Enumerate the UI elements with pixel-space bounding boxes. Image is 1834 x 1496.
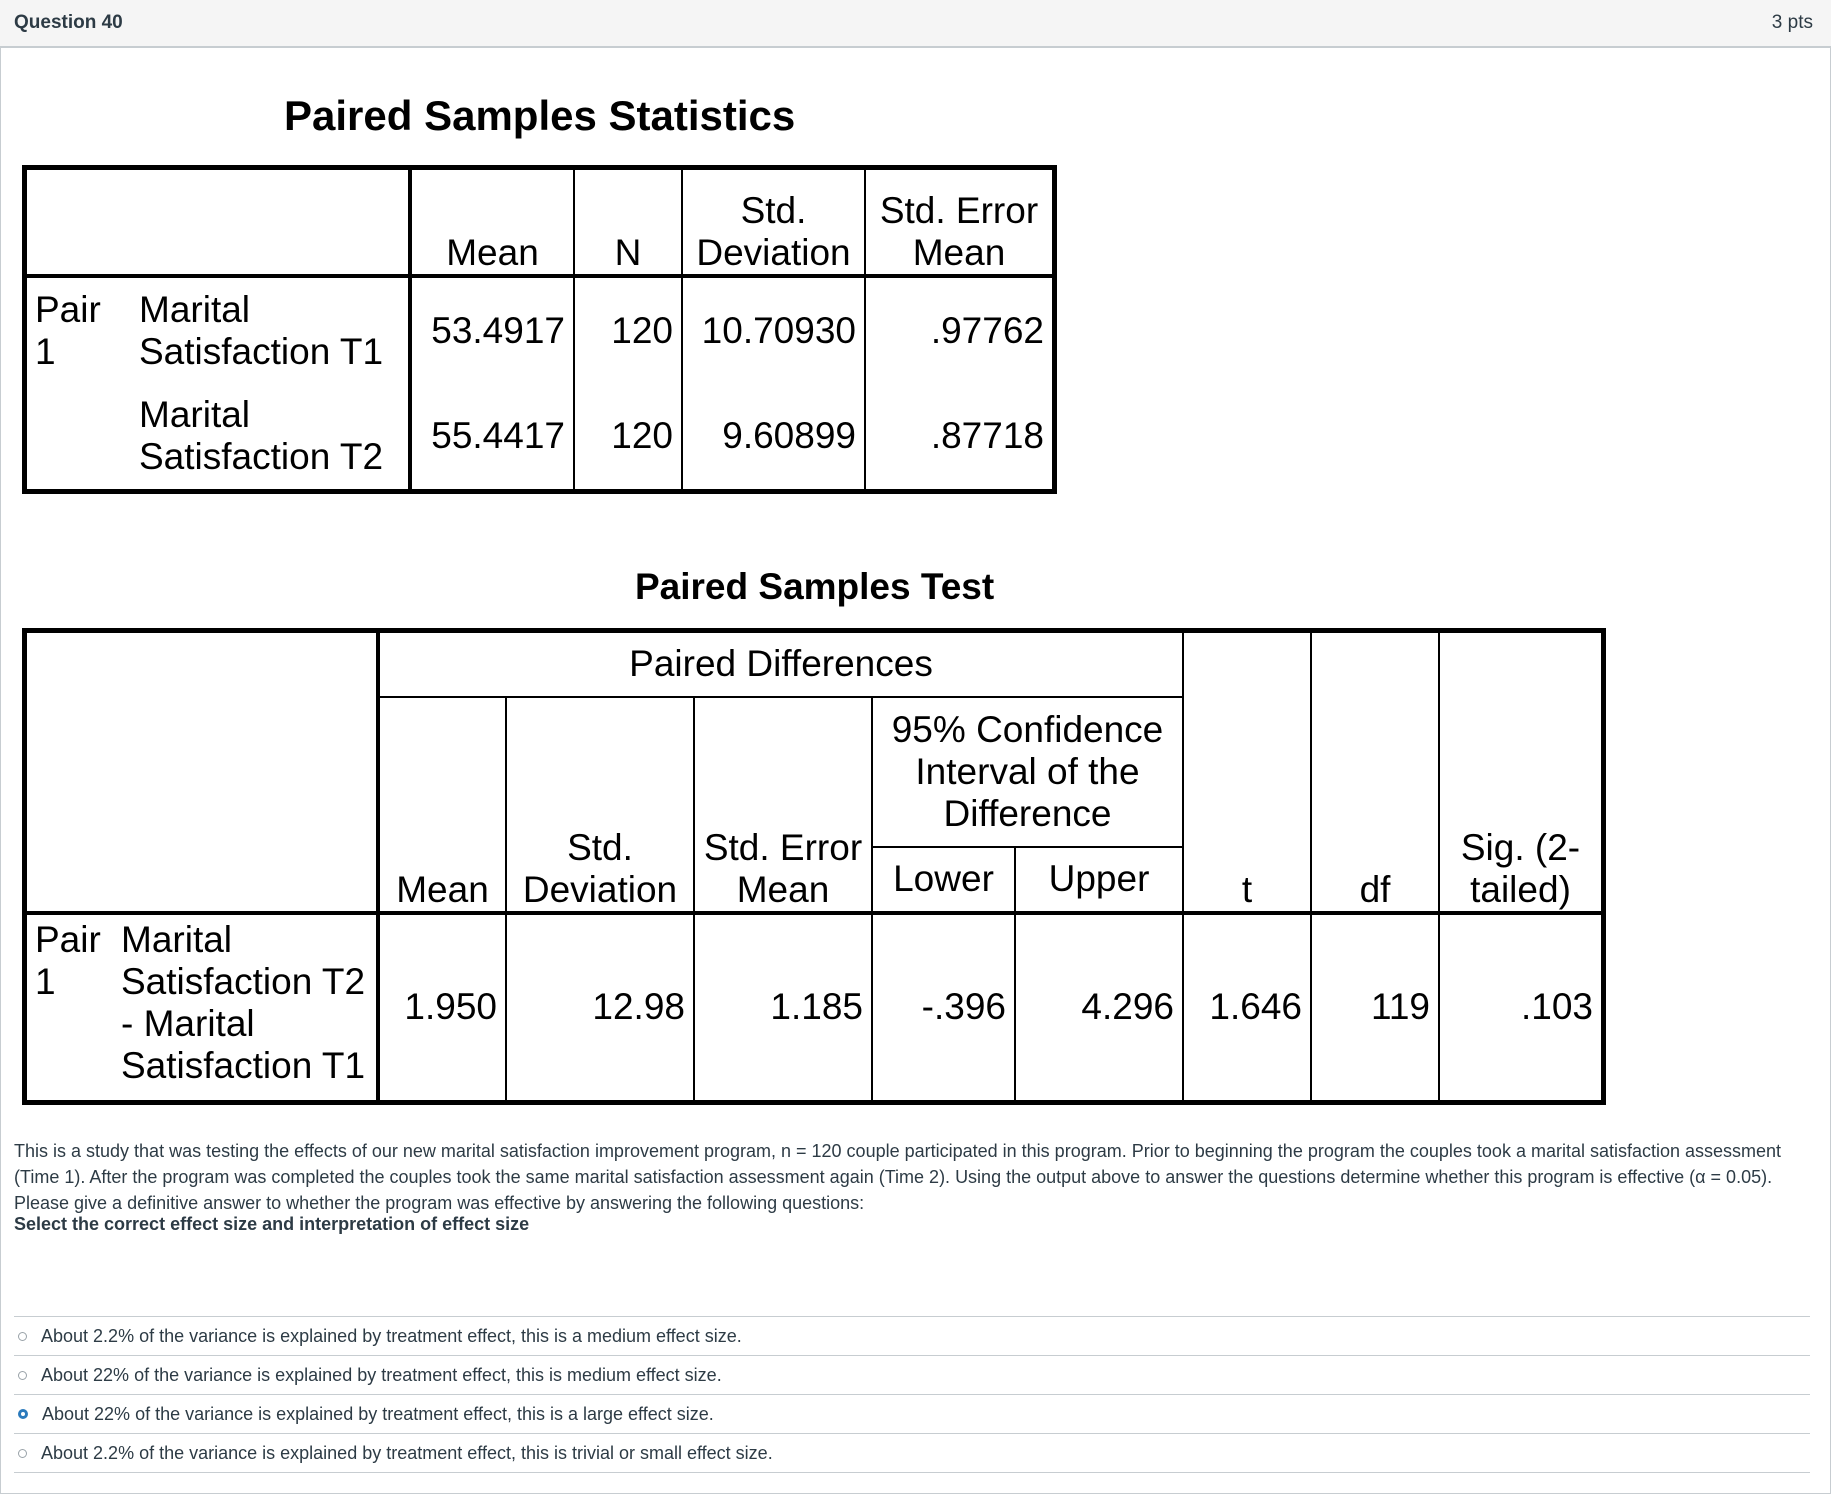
answer-label[interactable]: About 22% of the variance is explained by treatment effect, this is medium effect size. [41, 1364, 722, 1385]
test-cell-df: 119 [1311, 913, 1439, 1103]
answer-label[interactable]: About 2.2% of the variance is explained by treatment effect, this is a medium effect size. [41, 1325, 742, 1346]
test-header-df: df [1311, 631, 1439, 913]
stats-cell-n: 120 [574, 384, 682, 492]
test-header-mean: Mean [378, 697, 506, 913]
answer-option[interactable] [14, 1317, 1810, 1356]
stats-header-std-dev: Std. Deviation [682, 168, 865, 276]
stats-cell-std-error: .97762 [865, 276, 1055, 384]
radio-button[interactable] [18, 1449, 27, 1458]
stats-pair-label: Pair 1 [25, 276, 132, 384]
question-header [0, 0, 1831, 48]
test-header-paired-differences: Paired Differences [378, 631, 1183, 697]
test-cell-sig: .103 [1439, 913, 1604, 1103]
test-cell-lower: -.396 [872, 913, 1015, 1103]
stats-corner-cell [25, 168, 411, 276]
answer-label[interactable]: About 2.2% of the variance is explained by treatment effect, this is trivial or small effect size. [41, 1442, 773, 1463]
stats-cell-std-dev: 9.60899 [682, 384, 865, 492]
question-stem: This is a study that was testing the effects of our new marital satisfaction improvement program, n = 120 couple participated in this program. Prior to beginning the program the couples took a marital satisfaction assessment (Time 1). After the program was completed the couples took the same marital satisfaction assessment again (Time 2). Using the output above to answer the questions determine whether this program is effective (α = 0.05). Please give a definitive answer to whether the program was effective by answering the following questions: [14, 1141, 1782, 1213]
test-header-std-error: Std. Error Mean [694, 697, 872, 913]
test-header-upper: Upper [1015, 847, 1183, 913]
test-cell-std-dev: 12.98 [506, 913, 694, 1103]
test-cell-std-error: 1.185 [694, 913, 872, 1103]
stats-row-label: Marital Satisfaction T1 [131, 276, 410, 384]
stats-row-label: Marital Satisfaction T2 [131, 384, 410, 492]
stats-pair-spacer [25, 384, 132, 492]
question-prompt: Select the correct effect size and interpretation of effect size [14, 1214, 530, 1234]
answer-list [14, 1316, 1810, 1473]
stats-cell-std-error: .87718 [865, 384, 1055, 492]
test-table-title: Paired Samples Test [635, 566, 995, 607]
answer-option[interactable] [14, 1356, 1810, 1395]
stats-cell-std-dev: 10.70930 [682, 276, 865, 384]
question-points: 3 pts [1771, 12, 1813, 33]
stats-table-title: Paired Samples Statistics [284, 92, 796, 139]
paired-samples-statistics-table [22, 165, 1057, 494]
test-header-sig: Sig. (2- tailed) [1439, 631, 1604, 913]
radio-button-selected[interactable] [18, 1409, 28, 1419]
test-corner-cell [25, 631, 379, 913]
stats-cell-mean: 53.4917 [410, 276, 574, 384]
test-header-lower: Lower [872, 847, 1015, 913]
stats-cell-n: 120 [574, 276, 682, 384]
test-header-confidence-interval: 95% Confidence Interval of the Difference [872, 697, 1183, 847]
answer-option[interactable] [14, 1434, 1810, 1473]
question-title: Question 40 [14, 12, 123, 33]
test-pair-label: Pair 1 [25, 913, 114, 1103]
radio-button[interactable] [18, 1332, 27, 1341]
stats-cell-mean: 55.4417 [410, 384, 574, 492]
stats-header-n: N [574, 168, 682, 276]
test-header-std-dev: Std. Deviation [506, 697, 694, 913]
test-cell-upper: 4.296 [1015, 913, 1183, 1103]
test-header-t: t [1183, 631, 1311, 913]
radio-button[interactable] [18, 1371, 27, 1380]
test-cell-mean: 1.950 [378, 913, 506, 1103]
answer-label[interactable]: About 22% of the variance is explained by treatment effect, this is a large effect size. [42, 1403, 714, 1424]
stats-header-mean: Mean [410, 168, 574, 276]
paired-samples-test-table [22, 628, 1606, 1105]
test-row-label: Marital Satisfaction T2 - Marital Satisfaction T1 [113, 913, 378, 1103]
test-cell-t: 1.646 [1183, 913, 1311, 1103]
stats-header-std-error: Std. Error Mean [865, 168, 1055, 276]
answer-option-selected[interactable] [14, 1395, 1810, 1434]
